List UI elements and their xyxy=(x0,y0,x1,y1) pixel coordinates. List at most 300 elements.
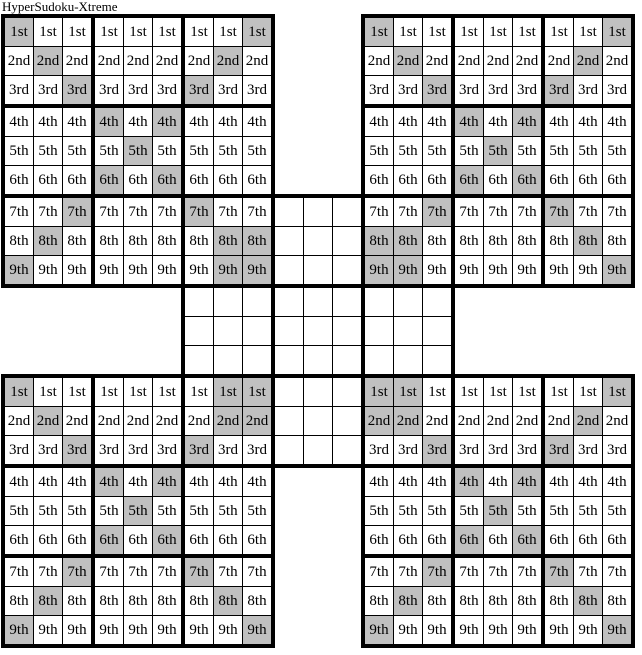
sudoku-cell[interactable]: 1st xyxy=(513,16,544,47)
sudoku-cell[interactable]: 6th xyxy=(153,526,184,557)
sudoku-cell[interactable]: 6th xyxy=(183,166,214,197)
sudoku-cell[interactable]: 2nd xyxy=(63,407,94,436)
sudoku-cell[interactable]: 7th xyxy=(183,556,214,587)
sudoku-cell[interactable]: 3rd xyxy=(603,76,634,107)
center-empty-cell[interactable] xyxy=(273,317,304,346)
sudoku-cell[interactable]: 4th xyxy=(124,106,153,137)
sudoku-cell[interactable]: 7th xyxy=(183,196,214,227)
sudoku-cell[interactable]: 3rd xyxy=(363,76,394,107)
sudoku-cell[interactable]: 3rd xyxy=(93,436,124,467)
sudoku-cell[interactable]: 7th xyxy=(93,556,124,587)
sudoku-cell[interactable]: 3rd xyxy=(423,436,454,467)
sudoku-cell[interactable]: 4th xyxy=(214,106,243,137)
sudoku-cell[interactable]: 9th xyxy=(3,256,34,287)
sudoku-cell[interactable]: 9th xyxy=(243,256,274,287)
sudoku-cell[interactable]: 7th xyxy=(543,556,574,587)
sudoku-cell[interactable]: 8th xyxy=(34,587,63,616)
sudoku-cell[interactable]: 2nd xyxy=(543,407,574,436)
sudoku-cell[interactable]: 2nd xyxy=(183,407,214,436)
sudoku-cell[interactable]: 4th xyxy=(423,106,454,137)
sudoku-cell[interactable]: 9th xyxy=(603,616,634,647)
sudoku-cell[interactable]: 1st xyxy=(153,376,184,407)
sudoku-cell[interactable]: 7th xyxy=(34,556,63,587)
sudoku-cell[interactable]: 3rd xyxy=(3,436,34,467)
sudoku-cell[interactable]: 2nd xyxy=(394,47,423,76)
sudoku-cell[interactable]: 8th xyxy=(214,227,243,256)
sudoku-cell[interactable]: 2nd xyxy=(3,47,34,76)
sudoku-cell[interactable]: 9th xyxy=(484,256,513,287)
sudoku-cell[interactable]: 4th xyxy=(124,466,153,497)
center-empty-cell[interactable] xyxy=(423,286,454,317)
sudoku-cell[interactable]: 7th xyxy=(423,196,454,227)
center-empty-cell[interactable] xyxy=(243,286,274,317)
sudoku-cell[interactable]: 1st xyxy=(93,376,124,407)
sudoku-cell[interactable]: 4th xyxy=(574,466,603,497)
sudoku-cell[interactable]: 7th xyxy=(484,196,513,227)
sudoku-cell[interactable]: 9th xyxy=(243,616,274,647)
sudoku-cell[interactable]: 5th xyxy=(3,497,34,526)
sudoku-cell[interactable]: 8th xyxy=(183,227,214,256)
center-empty-cell[interactable] xyxy=(394,317,423,346)
sudoku-cell[interactable]: 7th xyxy=(513,196,544,227)
center-empty-cell[interactable] xyxy=(243,317,274,346)
sudoku-cell[interactable]: 8th xyxy=(543,227,574,256)
center-empty-cell[interactable] xyxy=(273,256,304,287)
center-empty-cell[interactable] xyxy=(363,346,394,377)
sudoku-cell[interactable]: 1st xyxy=(513,376,544,407)
sudoku-cell[interactable]: 5th xyxy=(484,137,513,166)
sudoku-cell[interactable]: 3rd xyxy=(153,76,184,107)
sudoku-cell[interactable]: 5th xyxy=(484,497,513,526)
sudoku-cell[interactable]: 5th xyxy=(513,137,544,166)
sudoku-cell[interactable]: 4th xyxy=(63,466,94,497)
sudoku-cell[interactable]: 2nd xyxy=(363,47,394,76)
sudoku-cell[interactable]: 1st xyxy=(183,376,214,407)
sudoku-cell[interactable]: 3rd xyxy=(513,436,544,467)
sudoku-cell[interactable]: 5th xyxy=(513,497,544,526)
sudoku-cell[interactable]: 1st xyxy=(453,16,484,47)
sudoku-cell[interactable]: 8th xyxy=(153,227,184,256)
center-empty-cell[interactable] xyxy=(333,436,364,467)
sudoku-cell[interactable]: 8th xyxy=(3,587,34,616)
sudoku-cell[interactable]: 9th xyxy=(513,616,544,647)
sudoku-cell[interactable]: 6th xyxy=(214,166,243,197)
sudoku-cell[interactable]: 3rd xyxy=(394,76,423,107)
sudoku-cell[interactable]: 2nd xyxy=(153,47,184,76)
sudoku-cell[interactable]: 6th xyxy=(93,166,124,197)
sudoku-cell[interactable]: 5th xyxy=(63,137,94,166)
sudoku-cell[interactable]: 2nd xyxy=(453,407,484,436)
center-empty-cell[interactable] xyxy=(304,256,333,287)
sudoku-cell[interactable]: 7th xyxy=(453,196,484,227)
sudoku-cell[interactable]: 4th xyxy=(453,466,484,497)
center-empty-cell[interactable] xyxy=(333,196,364,227)
sudoku-cell[interactable]: 2nd xyxy=(423,407,454,436)
sudoku-cell[interactable]: 6th xyxy=(363,166,394,197)
sudoku-cell[interactable]: 5th xyxy=(183,137,214,166)
sudoku-cell[interactable]: 2nd xyxy=(603,47,634,76)
sudoku-cell[interactable]: 6th xyxy=(513,166,544,197)
sudoku-cell[interactable]: 1st xyxy=(484,376,513,407)
sudoku-cell[interactable]: 3rd xyxy=(543,76,574,107)
sudoku-cell[interactable]: 2nd xyxy=(214,407,243,436)
sudoku-cell[interactable]: 4th xyxy=(603,466,634,497)
sudoku-cell[interactable]: 3rd xyxy=(93,76,124,107)
sudoku-cell[interactable]: 6th xyxy=(484,166,513,197)
sudoku-cell[interactable]: 3rd xyxy=(153,436,184,467)
sudoku-cell[interactable]: 3rd xyxy=(574,436,603,467)
sudoku-cell[interactable]: 9th xyxy=(214,256,243,287)
center-empty-cell[interactable] xyxy=(304,227,333,256)
sudoku-cell[interactable]: 8th xyxy=(153,587,184,616)
sudoku-cell[interactable]: 6th xyxy=(243,526,274,557)
sudoku-cell[interactable]: 6th xyxy=(363,526,394,557)
sudoku-cell[interactable]: 8th xyxy=(34,227,63,256)
sudoku-cell[interactable]: 5th xyxy=(394,137,423,166)
sudoku-cell[interactable]: 8th xyxy=(93,587,124,616)
sudoku-cell[interactable]: 7th xyxy=(34,196,63,227)
sudoku-cell[interactable]: 5th xyxy=(423,137,454,166)
sudoku-cell[interactable]: 3rd xyxy=(363,436,394,467)
sudoku-cell[interactable]: 6th xyxy=(93,526,124,557)
sudoku-cell[interactable]: 3rd xyxy=(243,76,274,107)
sudoku-cell[interactable]: 5th xyxy=(453,137,484,166)
sudoku-cell[interactable]: 6th xyxy=(513,526,544,557)
sudoku-cell[interactable]: 1st xyxy=(3,376,34,407)
center-empty-cell[interactable] xyxy=(273,286,304,317)
sudoku-cell[interactable]: 5th xyxy=(543,497,574,526)
sudoku-cell[interactable]: 8th xyxy=(574,587,603,616)
center-empty-cell[interactable] xyxy=(214,346,243,377)
sudoku-cell[interactable]: 5th xyxy=(574,137,603,166)
sudoku-cell[interactable]: 5th xyxy=(214,137,243,166)
center-empty-cell[interactable] xyxy=(273,196,304,227)
sudoku-cell[interactable]: 8th xyxy=(363,227,394,256)
center-empty-cell[interactable] xyxy=(304,436,333,467)
sudoku-cell[interactable]: 4th xyxy=(484,466,513,497)
sudoku-cell[interactable]: 5th xyxy=(3,137,34,166)
sudoku-cell[interactable]: 9th xyxy=(34,616,63,647)
sudoku-cell[interactable]: 8th xyxy=(574,227,603,256)
center-empty-cell[interactable] xyxy=(333,407,364,436)
center-empty-cell[interactable] xyxy=(423,346,454,377)
sudoku-cell[interactable]: 7th xyxy=(574,196,603,227)
sudoku-cell[interactable]: 8th xyxy=(124,587,153,616)
sudoku-cell[interactable]: 7th xyxy=(394,196,423,227)
sudoku-cell[interactable]: 8th xyxy=(124,227,153,256)
sudoku-cell[interactable]: 1st xyxy=(153,16,184,47)
sudoku-cell[interactable]: 9th xyxy=(484,616,513,647)
sudoku-cell[interactable]: 1st xyxy=(34,376,63,407)
sudoku-cell[interactable]: 1st xyxy=(243,16,274,47)
sudoku-cell[interactable]: 4th xyxy=(3,106,34,137)
sudoku-cell[interactable]: 3rd xyxy=(243,436,274,467)
sudoku-cell[interactable]: 7th xyxy=(394,556,423,587)
sudoku-cell[interactable]: 4th xyxy=(363,466,394,497)
sudoku-cell[interactable]: 7th xyxy=(153,196,184,227)
sudoku-cell[interactable]: 5th xyxy=(183,497,214,526)
sudoku-cell[interactable]: 8th xyxy=(513,587,544,616)
sudoku-cell[interactable]: 4th xyxy=(93,466,124,497)
center-empty-cell[interactable] xyxy=(304,407,333,436)
center-empty-cell[interactable] xyxy=(273,346,304,377)
center-empty-cell[interactable] xyxy=(183,286,214,317)
sudoku-cell[interactable]: 7th xyxy=(243,196,274,227)
sudoku-cell[interactable]: 2nd xyxy=(513,407,544,436)
sudoku-cell[interactable]: 5th xyxy=(363,497,394,526)
sudoku-cell[interactable]: 1st xyxy=(423,16,454,47)
sudoku-cell[interactable]: 2nd xyxy=(574,47,603,76)
sudoku-cell[interactable]: 2nd xyxy=(243,407,274,436)
sudoku-cell[interactable]: 2nd xyxy=(513,47,544,76)
sudoku-cell[interactable]: 4th xyxy=(63,106,94,137)
sudoku-cell[interactable]: 3rd xyxy=(183,436,214,467)
sudoku-cell[interactable]: 8th xyxy=(423,227,454,256)
sudoku-cell[interactable]: 8th xyxy=(453,227,484,256)
sudoku-cell[interactable]: 8th xyxy=(484,227,513,256)
sudoku-cell[interactable]: 6th xyxy=(423,166,454,197)
sudoku-cell[interactable]: 9th xyxy=(183,256,214,287)
sudoku-cell[interactable]: 9th xyxy=(363,616,394,647)
sudoku-cell[interactable]: 6th xyxy=(543,166,574,197)
center-empty-cell[interactable] xyxy=(183,317,214,346)
sudoku-cell[interactable]: 6th xyxy=(394,166,423,197)
sudoku-cell[interactable]: 5th xyxy=(453,497,484,526)
sudoku-cell[interactable]: 3rd xyxy=(183,76,214,107)
sudoku-cell[interactable]: 5th xyxy=(423,497,454,526)
sudoku-cell[interactable]: 5th xyxy=(63,497,94,526)
center-empty-cell[interactable] xyxy=(214,317,243,346)
sudoku-cell[interactable]: 8th xyxy=(183,587,214,616)
center-empty-cell[interactable] xyxy=(333,286,364,317)
sudoku-cell[interactable]: 2nd xyxy=(603,407,634,436)
sudoku-cell[interactable]: 8th xyxy=(394,227,423,256)
sudoku-cell[interactable]: 7th xyxy=(603,556,634,587)
sudoku-cell[interactable]: 6th xyxy=(484,526,513,557)
center-empty-cell[interactable] xyxy=(304,346,333,377)
center-empty-cell[interactable] xyxy=(304,286,333,317)
sudoku-cell[interactable]: 7th xyxy=(214,196,243,227)
sudoku-cell[interactable]: 7th xyxy=(243,556,274,587)
sudoku-cell[interactable]: 3rd xyxy=(484,436,513,467)
sudoku-cell[interactable]: 4th xyxy=(484,106,513,137)
sudoku-cell[interactable]: 7th xyxy=(363,196,394,227)
sudoku-cell[interactable]: 8th xyxy=(484,587,513,616)
sudoku-cell[interactable]: 9th xyxy=(3,616,34,647)
sudoku-cell[interactable]: 8th xyxy=(93,227,124,256)
sudoku-cell[interactable]: 2nd xyxy=(484,407,513,436)
center-empty-cell[interactable] xyxy=(333,256,364,287)
sudoku-cell[interactable]: 9th xyxy=(63,256,94,287)
center-empty-cell[interactable] xyxy=(304,376,333,407)
sudoku-cell[interactable]: 3rd xyxy=(453,76,484,107)
center-empty-cell[interactable] xyxy=(304,196,333,227)
sudoku-cell[interactable]: 9th xyxy=(153,256,184,287)
center-empty-cell[interactable] xyxy=(273,227,304,256)
sudoku-cell[interactable]: 4th xyxy=(243,466,274,497)
sudoku-cell[interactable]: 6th xyxy=(3,526,34,557)
sudoku-cell[interactable]: 6th xyxy=(574,166,603,197)
sudoku-cell[interactable]: 4th xyxy=(363,106,394,137)
sudoku-cell[interactable]: 2nd xyxy=(124,407,153,436)
sudoku-cell[interactable]: 4th xyxy=(214,466,243,497)
center-empty-cell[interactable] xyxy=(333,227,364,256)
sudoku-cell[interactable]: 3rd xyxy=(63,76,94,107)
sudoku-cell[interactable]: 2nd xyxy=(34,47,63,76)
center-empty-cell[interactable] xyxy=(273,436,304,467)
sudoku-cell[interactable]: 2nd xyxy=(93,47,124,76)
center-empty-cell[interactable] xyxy=(214,286,243,317)
sudoku-cell[interactable]: 9th xyxy=(394,256,423,287)
center-empty-cell[interactable] xyxy=(394,286,423,317)
sudoku-cell[interactable]: 1st xyxy=(603,16,634,47)
sudoku-cell[interactable]: 8th xyxy=(214,587,243,616)
sudoku-cell[interactable]: 3rd xyxy=(124,436,153,467)
sudoku-cell[interactable]: 6th xyxy=(603,166,634,197)
sudoku-cell[interactable]: 1st xyxy=(214,376,243,407)
sudoku-cell[interactable]: 4th xyxy=(93,106,124,137)
sudoku-cell[interactable]: 4th xyxy=(153,466,184,497)
sudoku-cell[interactable]: 9th xyxy=(574,616,603,647)
sudoku-cell[interactable]: 2nd xyxy=(183,47,214,76)
sudoku-cell[interactable]: 9th xyxy=(574,256,603,287)
sudoku-cell[interactable]: 4th xyxy=(543,106,574,137)
sudoku-cell[interactable]: 4th xyxy=(513,466,544,497)
sudoku-cell[interactable]: 9th xyxy=(603,256,634,287)
sudoku-cell[interactable]: 3rd xyxy=(513,76,544,107)
sudoku-cell[interactable]: 4th xyxy=(243,106,274,137)
center-empty-cell[interactable] xyxy=(333,346,364,377)
sudoku-cell[interactable]: 2nd xyxy=(363,407,394,436)
sudoku-cell[interactable]: 4th xyxy=(603,106,634,137)
sudoku-cell[interactable]: 9th xyxy=(543,616,574,647)
sudoku-cell[interactable]: 9th xyxy=(63,616,94,647)
sudoku-cell[interactable]: 6th xyxy=(3,166,34,197)
center-empty-cell[interactable] xyxy=(273,407,304,436)
sudoku-cell[interactable]: 1st xyxy=(394,376,423,407)
sudoku-cell[interactable]: 8th xyxy=(543,587,574,616)
sudoku-cell[interactable]: 5th xyxy=(543,137,574,166)
sudoku-cell[interactable]: 7th xyxy=(124,556,153,587)
sudoku-cell[interactable]: 1st xyxy=(363,16,394,47)
sudoku-cell[interactable]: 9th xyxy=(394,616,423,647)
sudoku-cell[interactable]: 7th xyxy=(214,556,243,587)
center-empty-cell[interactable] xyxy=(183,346,214,377)
sudoku-cell[interactable]: 1st xyxy=(603,376,634,407)
sudoku-cell[interactable]: 1st xyxy=(363,376,394,407)
sudoku-cell[interactable]: 1st xyxy=(34,16,63,47)
sudoku-cell[interactable]: 1st xyxy=(243,376,274,407)
sudoku-cell[interactable]: 3rd xyxy=(214,436,243,467)
sudoku-cell[interactable]: 6th xyxy=(394,526,423,557)
sudoku-cell[interactable]: 5th xyxy=(93,497,124,526)
sudoku-cell[interactable]: 3rd xyxy=(63,436,94,467)
sudoku-cell[interactable]: 2nd xyxy=(543,47,574,76)
sudoku-cell[interactable]: 7th xyxy=(543,196,574,227)
sudoku-cell[interactable]: 3rd xyxy=(34,436,63,467)
sudoku-cell[interactable]: 1st xyxy=(484,16,513,47)
sudoku-cell[interactable]: 1st xyxy=(574,376,603,407)
sudoku-cell[interactable]: 5th xyxy=(363,137,394,166)
sudoku-cell[interactable]: 8th xyxy=(603,587,634,616)
center-empty-cell[interactable] xyxy=(333,376,364,407)
sudoku-cell[interactable]: 6th xyxy=(153,166,184,197)
sudoku-cell[interactable]: 7th xyxy=(153,556,184,587)
sudoku-cell[interactable]: 7th xyxy=(423,556,454,587)
sudoku-cell[interactable]: 1st xyxy=(63,376,94,407)
sudoku-cell[interactable]: 6th xyxy=(34,526,63,557)
sudoku-cell[interactable]: 7th xyxy=(484,556,513,587)
sudoku-cell[interactable]: 9th xyxy=(124,256,153,287)
sudoku-cell[interactable]: 9th xyxy=(423,256,454,287)
sudoku-cell[interactable]: 6th xyxy=(63,526,94,557)
sudoku-cell[interactable]: 7th xyxy=(3,556,34,587)
sudoku-cell[interactable]: 9th xyxy=(153,616,184,647)
sudoku-cell[interactable]: 2nd xyxy=(63,47,94,76)
sudoku-cell[interactable]: 6th xyxy=(574,526,603,557)
sudoku-cell[interactable]: 8th xyxy=(453,587,484,616)
sudoku-cell[interactable]: 2nd xyxy=(34,407,63,436)
sudoku-cell[interactable]: 6th xyxy=(453,166,484,197)
sudoku-cell[interactable]: 8th xyxy=(394,587,423,616)
sudoku-cell[interactable]: 5th xyxy=(214,497,243,526)
sudoku-cell[interactable]: 3rd xyxy=(543,436,574,467)
sudoku-cell[interactable]: 4th xyxy=(3,466,34,497)
sudoku-cell[interactable]: 9th xyxy=(124,616,153,647)
sudoku-cell[interactable]: 2nd xyxy=(243,47,274,76)
sudoku-cell[interactable]: 6th xyxy=(423,526,454,557)
sudoku-cell[interactable]: 6th xyxy=(124,166,153,197)
sudoku-cell[interactable]: 6th xyxy=(243,166,274,197)
sudoku-cell[interactable]: 4th xyxy=(183,106,214,137)
center-empty-cell[interactable] xyxy=(363,317,394,346)
sudoku-cell[interactable]: 1st xyxy=(93,16,124,47)
sudoku-cell[interactable]: 5th xyxy=(243,137,274,166)
sudoku-cell[interactable]: 3rd xyxy=(3,76,34,107)
center-empty-cell[interactable] xyxy=(273,376,304,407)
sudoku-cell[interactable]: 7th xyxy=(513,556,544,587)
center-empty-cell[interactable] xyxy=(304,317,333,346)
sudoku-cell[interactable]: 3rd xyxy=(214,76,243,107)
sudoku-cell[interactable]: 7th xyxy=(63,556,94,587)
center-empty-cell[interactable] xyxy=(333,317,364,346)
sudoku-cell[interactable]: 7th xyxy=(124,196,153,227)
sudoku-cell[interactable]: 8th xyxy=(63,587,94,616)
sudoku-cell[interactable]: 9th xyxy=(183,616,214,647)
sudoku-cell[interactable]: 2nd xyxy=(574,407,603,436)
sudoku-cell[interactable]: 8th xyxy=(423,587,454,616)
sudoku-cell[interactable]: 8th xyxy=(243,227,274,256)
sudoku-cell[interactable]: 8th xyxy=(243,587,274,616)
sudoku-cell[interactable]: 2nd xyxy=(124,47,153,76)
sudoku-cell[interactable]: 1st xyxy=(543,376,574,407)
sudoku-cell[interactable]: 4th xyxy=(183,466,214,497)
sudoku-cell[interactable]: 9th xyxy=(214,616,243,647)
sudoku-cell[interactable]: 1st xyxy=(124,16,153,47)
sudoku-cell[interactable]: 3rd xyxy=(453,436,484,467)
sudoku-cell[interactable]: 6th xyxy=(124,526,153,557)
sudoku-cell[interactable]: 6th xyxy=(453,526,484,557)
sudoku-cell[interactable]: 4th xyxy=(543,466,574,497)
sudoku-cell[interactable]: 5th xyxy=(34,137,63,166)
sudoku-cell[interactable]: 6th xyxy=(34,166,63,197)
sudoku-cell[interactable]: 9th xyxy=(423,616,454,647)
sudoku-cell[interactable]: 2nd xyxy=(423,47,454,76)
sudoku-cell[interactable]: 1st xyxy=(3,16,34,47)
sudoku-cell[interactable]: 7th xyxy=(93,196,124,227)
sudoku-cell[interactable]: 4th xyxy=(453,106,484,137)
sudoku-cell[interactable]: 5th xyxy=(603,497,634,526)
